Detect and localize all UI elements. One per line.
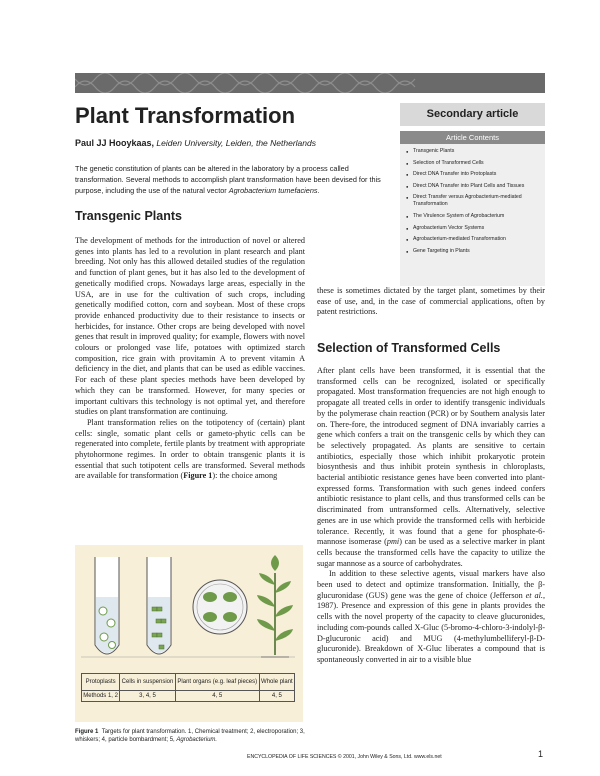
figure-method-value: 3, 4, 5 [120,691,176,702]
figure-1 [75,545,303,722]
figure-caption [75,728,305,744]
paragraph-text: , 1987). Presence and expression of this gene in plants provides the cells with the novel property of the capacity to cleave glucuronides, including com-pounds called X-Gluc (5-bromo-4-chloro-3-indolyl-β-D-glucuronic acid) and MUG (4-methylumbelliferyl-β-D-glucuronide). Breakdown of X-Gluc liberates a compound that is spontaneously converted in air to a visible blue [317,590,545,664]
paragraph-text: In addition to these selective agents, visual markers have also been used to detect and optimize transformation. Initially, the β-glucuronidase (GUS) gene was the gene of choice (Jefferson [317,569,545,600]
figure-caption-text: Targets for plant transformation. 1, Chemical treatment; 2, electroporation; 3, whiskers; 4, particle bombardment; 5, [75,729,305,743]
contents-item[interactable]: ● Selection of Transformed Cells [406,160,539,167]
figure-column-label: Cells in suspension [120,674,176,691]
figure-illustration [75,545,303,673]
right-column [317,366,545,666]
figure-column-label: Protoplasts [82,674,120,691]
contents-item[interactable]: ● Agrobacterium-mediated Transformation [406,236,539,243]
protoplasts-tube-icon [95,557,119,654]
contents-item[interactable]: ● Agrobacterium Vector Systems [406,225,539,232]
page-number: 1 [538,749,544,759]
figure-table [81,673,295,702]
figure-method-value: 4, 5 [175,691,259,702]
contents-item[interactable]: ● Transgenic Plants [406,148,539,155]
contents-item[interactable]: ● Direct Transfer versus Agrobacterium-mediated Transformation [406,194,539,208]
sidebar [400,103,545,286]
contents-item[interactable]: ● Gene Targeting in Plants [406,248,539,255]
abstract [75,163,390,196]
paragraph: these is sometimes dictated by the target plant, sometimes by their ease of use, and, in the case of commercial applications, often by patent restrictions. [317,286,545,317]
paragraph-text: ) can be used as a selective marker in plant cells because the transformed cells have the capacity to utilize the sugar mannose as a source of carbohydrates. [317,537,545,568]
right-column-top [317,286,545,318]
banner-pattern [75,73,545,93]
paragraph-text: After plant cells have been transformed, it is essential that the transformed cells can be recognized, isolated or specifically propagated. Most transformation frequencies are not high enough to propagate all treated cells in order to identify transgenic individuals by the polymerase chain reaction (PCR) or by Southern analysis later on. There-fore, the introduced segment of DNA invariably carries a gene which confers a trait on the transgenic cells by which they can be selectively propagated. As plants are sensitive to certain antibiotics, especially those which inhibit prokaryotic protein biosynthesis and thus inhibit protein synthesis in chloroplasts, bacterial antibiotic resistance genes have been converted into plant-expressed forms. Transformation with such genes indeed confers antibiotic resistance to plant cells, and thus transformed cells can be discriminated from untransformed cells. Alternatively, selective genes are in use which provide the transformed cells with herbicide tolerance. Recently, it was found that a gene for phosphate-6-mannose isomerase ( [317,366,545,547]
suspension-tube-icon [147,557,171,654]
citation-etal: et al. [525,590,543,600]
contents-item[interactable]: ● The Virulence System of Agrobacterium [406,213,539,220]
paragraph [317,569,545,665]
figure-caption-label: Figure 1 [75,729,99,735]
figure-method-value: Methods 1, 2 [82,691,120,702]
whole-plant-icon [257,555,293,657]
paragraph-text: Plant transformation relies on the totipotency of (certain) plant cells: single, somatic plant cells or gameto-phytic cells can be regenerated into complete, fertile plants by treatment with appropriate phytohormone regimes. In order to obtain transgenic plants it is essential that such totipotent cells are transformed. Several methods are available for transformation ( [75,417,305,481]
contents-item[interactable]: ● Direct DNA Transfer into Protoplasts [406,171,539,178]
figure-method-value: 4, 5 [259,691,294,702]
author-line [75,138,316,148]
figure-column-label: Whole plant [259,674,294,691]
contents-list [400,144,545,286]
contents-heading: Article Contents [400,131,545,144]
paragraph [317,366,545,569]
figure-column-label: Plant organs (e.g. leaf pieces) [175,674,259,691]
article-title: Plant Transformation [75,103,296,128]
heading-transgenic-plants: Transgenic Plants [75,209,182,223]
paragraph: The development of methods for the introduction of novel or altered genes into plants has led to a revolution in plant research and plant breeding. Not only has this allowed detailed studies of the regulation and function of plant genes, but it has also led to the development of genetically modified crops. Nowadays large areas, especially in the USA, are in use for the cultivation of such crops, including genetically modified cotton, corn and soybean. Most of these crops provide enhanced productivity due to their resistance to insects or herbicides, for instance. Other crops are being developed with novel genes that result in improved quality; for example, flowers with novel colours or prolonged vase life, potatoes with optimized starch composition, rice grain with provitamin A to prevent vitamin A deficiency in the diet, and plants that can be used as edible vaccines. For each of these plant species methods have been developed by which they can be transformed. However, for many species or important cultivars this technology is not optimal yet, and therefore studies on plant transformation are continuing. [75,236,305,417]
figure-reference[interactable]: Figure 1 [183,471,213,481]
paragraph-text: ): the choice among [212,471,278,481]
paragraph [75,418,305,482]
abstract-text: The genetic constitution of plants can be altered in the laboratory by a process called transformation. Several methods to accomplish plant transformation have been devised for this purpose, including the use of the natural vector [75,164,381,195]
author-affiliation: Leiden University, Leiden, the Netherlands [156,138,316,148]
page-footer: ENCYCLOPEDIA OF LIFE SCIENCES © 2001, John Wiley & Sons, Ltd. www.els.net [247,754,442,760]
header-banner [75,73,545,93]
abstract-em: Agrobacterium tumefaciens. [228,186,320,195]
author-name: Paul JJ Hooykaas, [75,138,155,148]
gene-name: pmi [386,537,400,547]
section-type-label: Secondary article [400,103,545,126]
left-column [75,236,305,482]
contents-item[interactable]: ● Direct DNA Transfer into Plant Cells and Tissues [406,183,539,190]
petri-dish-icon [193,580,247,634]
heading-selection: Selection of Transformed Cells [317,341,501,355]
figure-caption-em: Agrobacterium. [176,737,218,743]
